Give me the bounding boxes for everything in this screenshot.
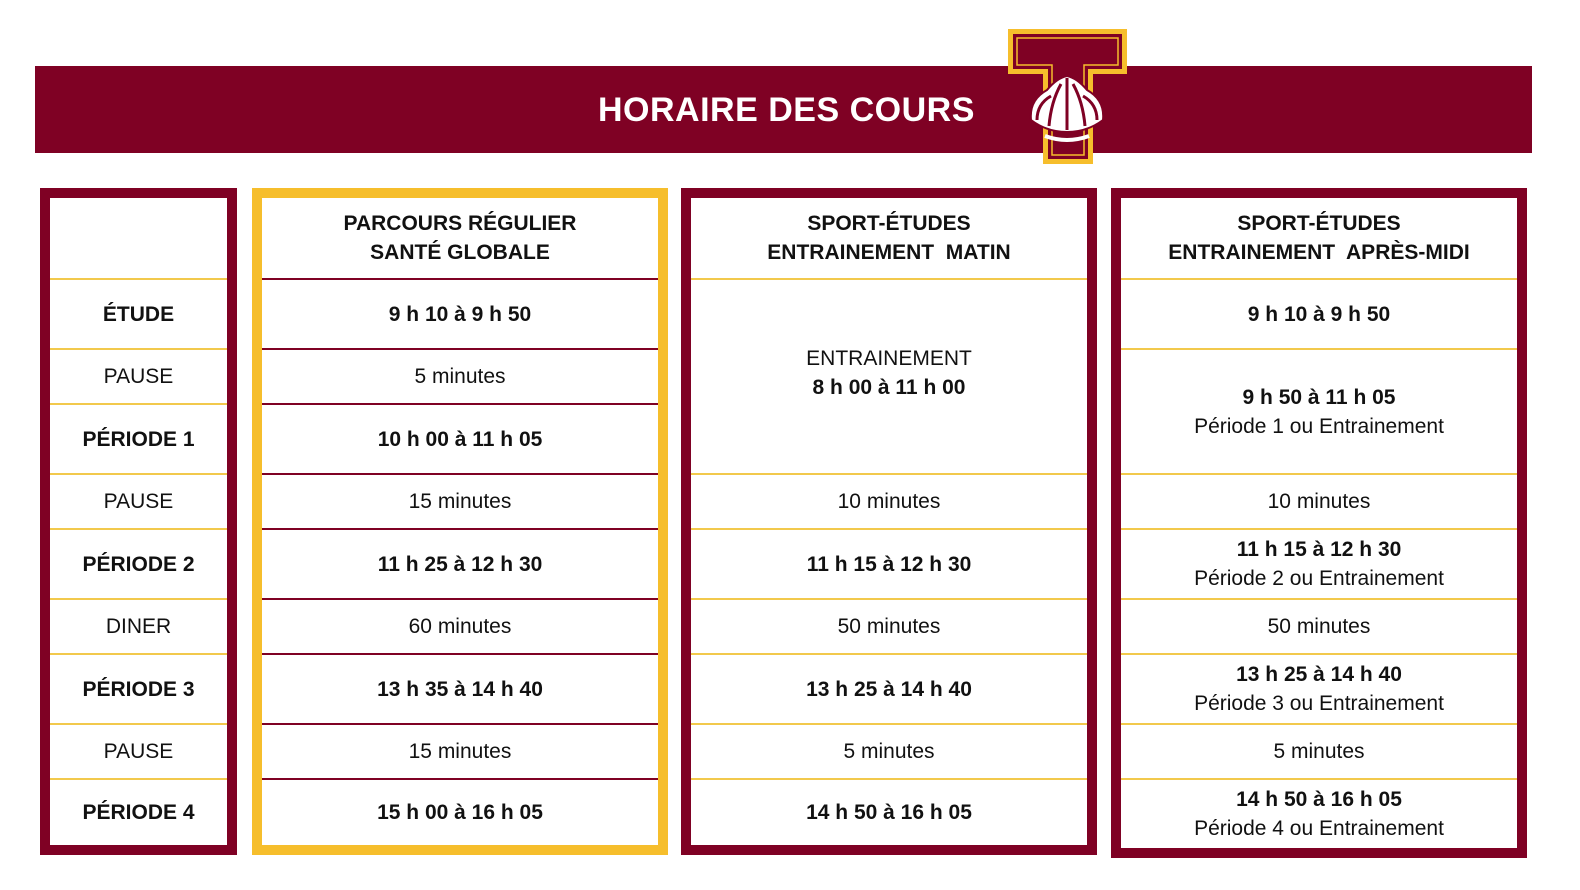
label-etude: ÉTUDE — [50, 278, 227, 348]
header-line: SANTÉ GLOBALE — [370, 241, 550, 264]
regulier-periode-1: 10 h 00 à 11 h 05 — [262, 403, 658, 473]
shell-letter-t-icon — [1005, 26, 1130, 168]
page-title: HORAIRE DES COURS — [598, 91, 975, 129]
header-line: SPORT-ÉTUDES — [1237, 212, 1401, 235]
regulier-etude: 9 h 10 à 9 h 50 — [262, 278, 658, 348]
regulier-diner: 60 minutes — [262, 598, 658, 653]
apresmidi-pause: 5 minutes — [1121, 723, 1517, 778]
periode-note: Période 3 ou Entrainement — [1194, 692, 1444, 715]
apresmidi-header — [1121, 198, 1517, 278]
label-periode-1: PÉRIODE 1 — [50, 403, 227, 473]
periode-note: Période 4 ou Entrainement — [1194, 817, 1444, 840]
matin-periode-3: 13 h 25 à 14 h 40 — [691, 653, 1087, 723]
apresmidi-periode-3 — [1121, 653, 1517, 723]
matin-periode-4: 14 h 50 à 16 h 05 — [691, 778, 1087, 845]
matin-periode-2: 11 h 15 à 12 h 30 — [691, 528, 1087, 598]
periode-time: 14 h 50 à 16 h 05 — [1236, 788, 1402, 811]
apresmidi-diner: 50 minutes — [1121, 598, 1517, 653]
matin-header — [691, 198, 1087, 278]
label-periode-3: PÉRIODE 3 — [50, 653, 227, 723]
regulier-periode-3: 13 h 35 à 14 h 40 — [262, 653, 658, 723]
periode-time: 13 h 25 à 14 h 40 — [1236, 663, 1402, 686]
periode-note: Période 2 ou Entrainement — [1194, 567, 1444, 590]
labels-column — [40, 188, 237, 855]
label-periode-2: PÉRIODE 2 — [50, 528, 227, 598]
regulier-periode-2: 11 h 25 à 12 h 30 — [262, 528, 658, 598]
header-line: ENTRAINEMENT MATIN — [767, 241, 1011, 264]
regulier-pause: 15 minutes — [262, 723, 658, 778]
matin-entrainement — [691, 278, 1087, 473]
matin-diner: 50 minutes — [691, 598, 1087, 653]
apresmidi-periode-2 — [1121, 528, 1517, 598]
regulier-header — [262, 198, 658, 278]
header-line: SPORT-ÉTUDES — [807, 212, 971, 235]
apresmidi-periode-1 — [1121, 348, 1517, 473]
apresmidi-periode-4 — [1121, 778, 1517, 848]
label-periode-4: PÉRIODE 4 — [50, 778, 227, 845]
periode-time: 11 h 15 à 12 h 30 — [1236, 538, 1402, 561]
periode-time: 9 h 50 à 11 h 05 — [1242, 385, 1396, 409]
regulier-column — [252, 188, 668, 855]
matin-pause: 5 minutes — [691, 723, 1087, 778]
label-pause: PAUSE — [50, 348, 227, 403]
label-pause: PAUSE — [50, 723, 227, 778]
label-pause: PAUSE — [50, 473, 227, 528]
matin-column — [681, 188, 1097, 855]
apresmidi-pause: 10 minutes — [1121, 473, 1517, 528]
regulier-periode-4: 15 h 00 à 16 h 05 — [262, 778, 658, 845]
periode-note: Période 1 ou Entrainement — [1194, 414, 1444, 438]
entrainement-label: ENTRAINEMENT — [806, 347, 972, 370]
regulier-pause: 15 minutes — [262, 473, 658, 528]
header-line: PARCOURS RÉGULIER — [343, 212, 577, 235]
apresmidi-etude: 9 h 10 à 9 h 50 — [1121, 278, 1517, 348]
entrainement-time: 8 h 00 à 11 h 00 — [812, 376, 966, 399]
matin-pause: 10 minutes — [691, 473, 1087, 528]
header-line: ENTRAINEMENT APRÈS-MIDI — [1168, 241, 1470, 264]
regulier-pause: 5 minutes — [262, 348, 658, 403]
label-diner: DINER — [50, 598, 227, 653]
header-empty — [50, 198, 227, 278]
apresmidi-column — [1111, 188, 1527, 858]
